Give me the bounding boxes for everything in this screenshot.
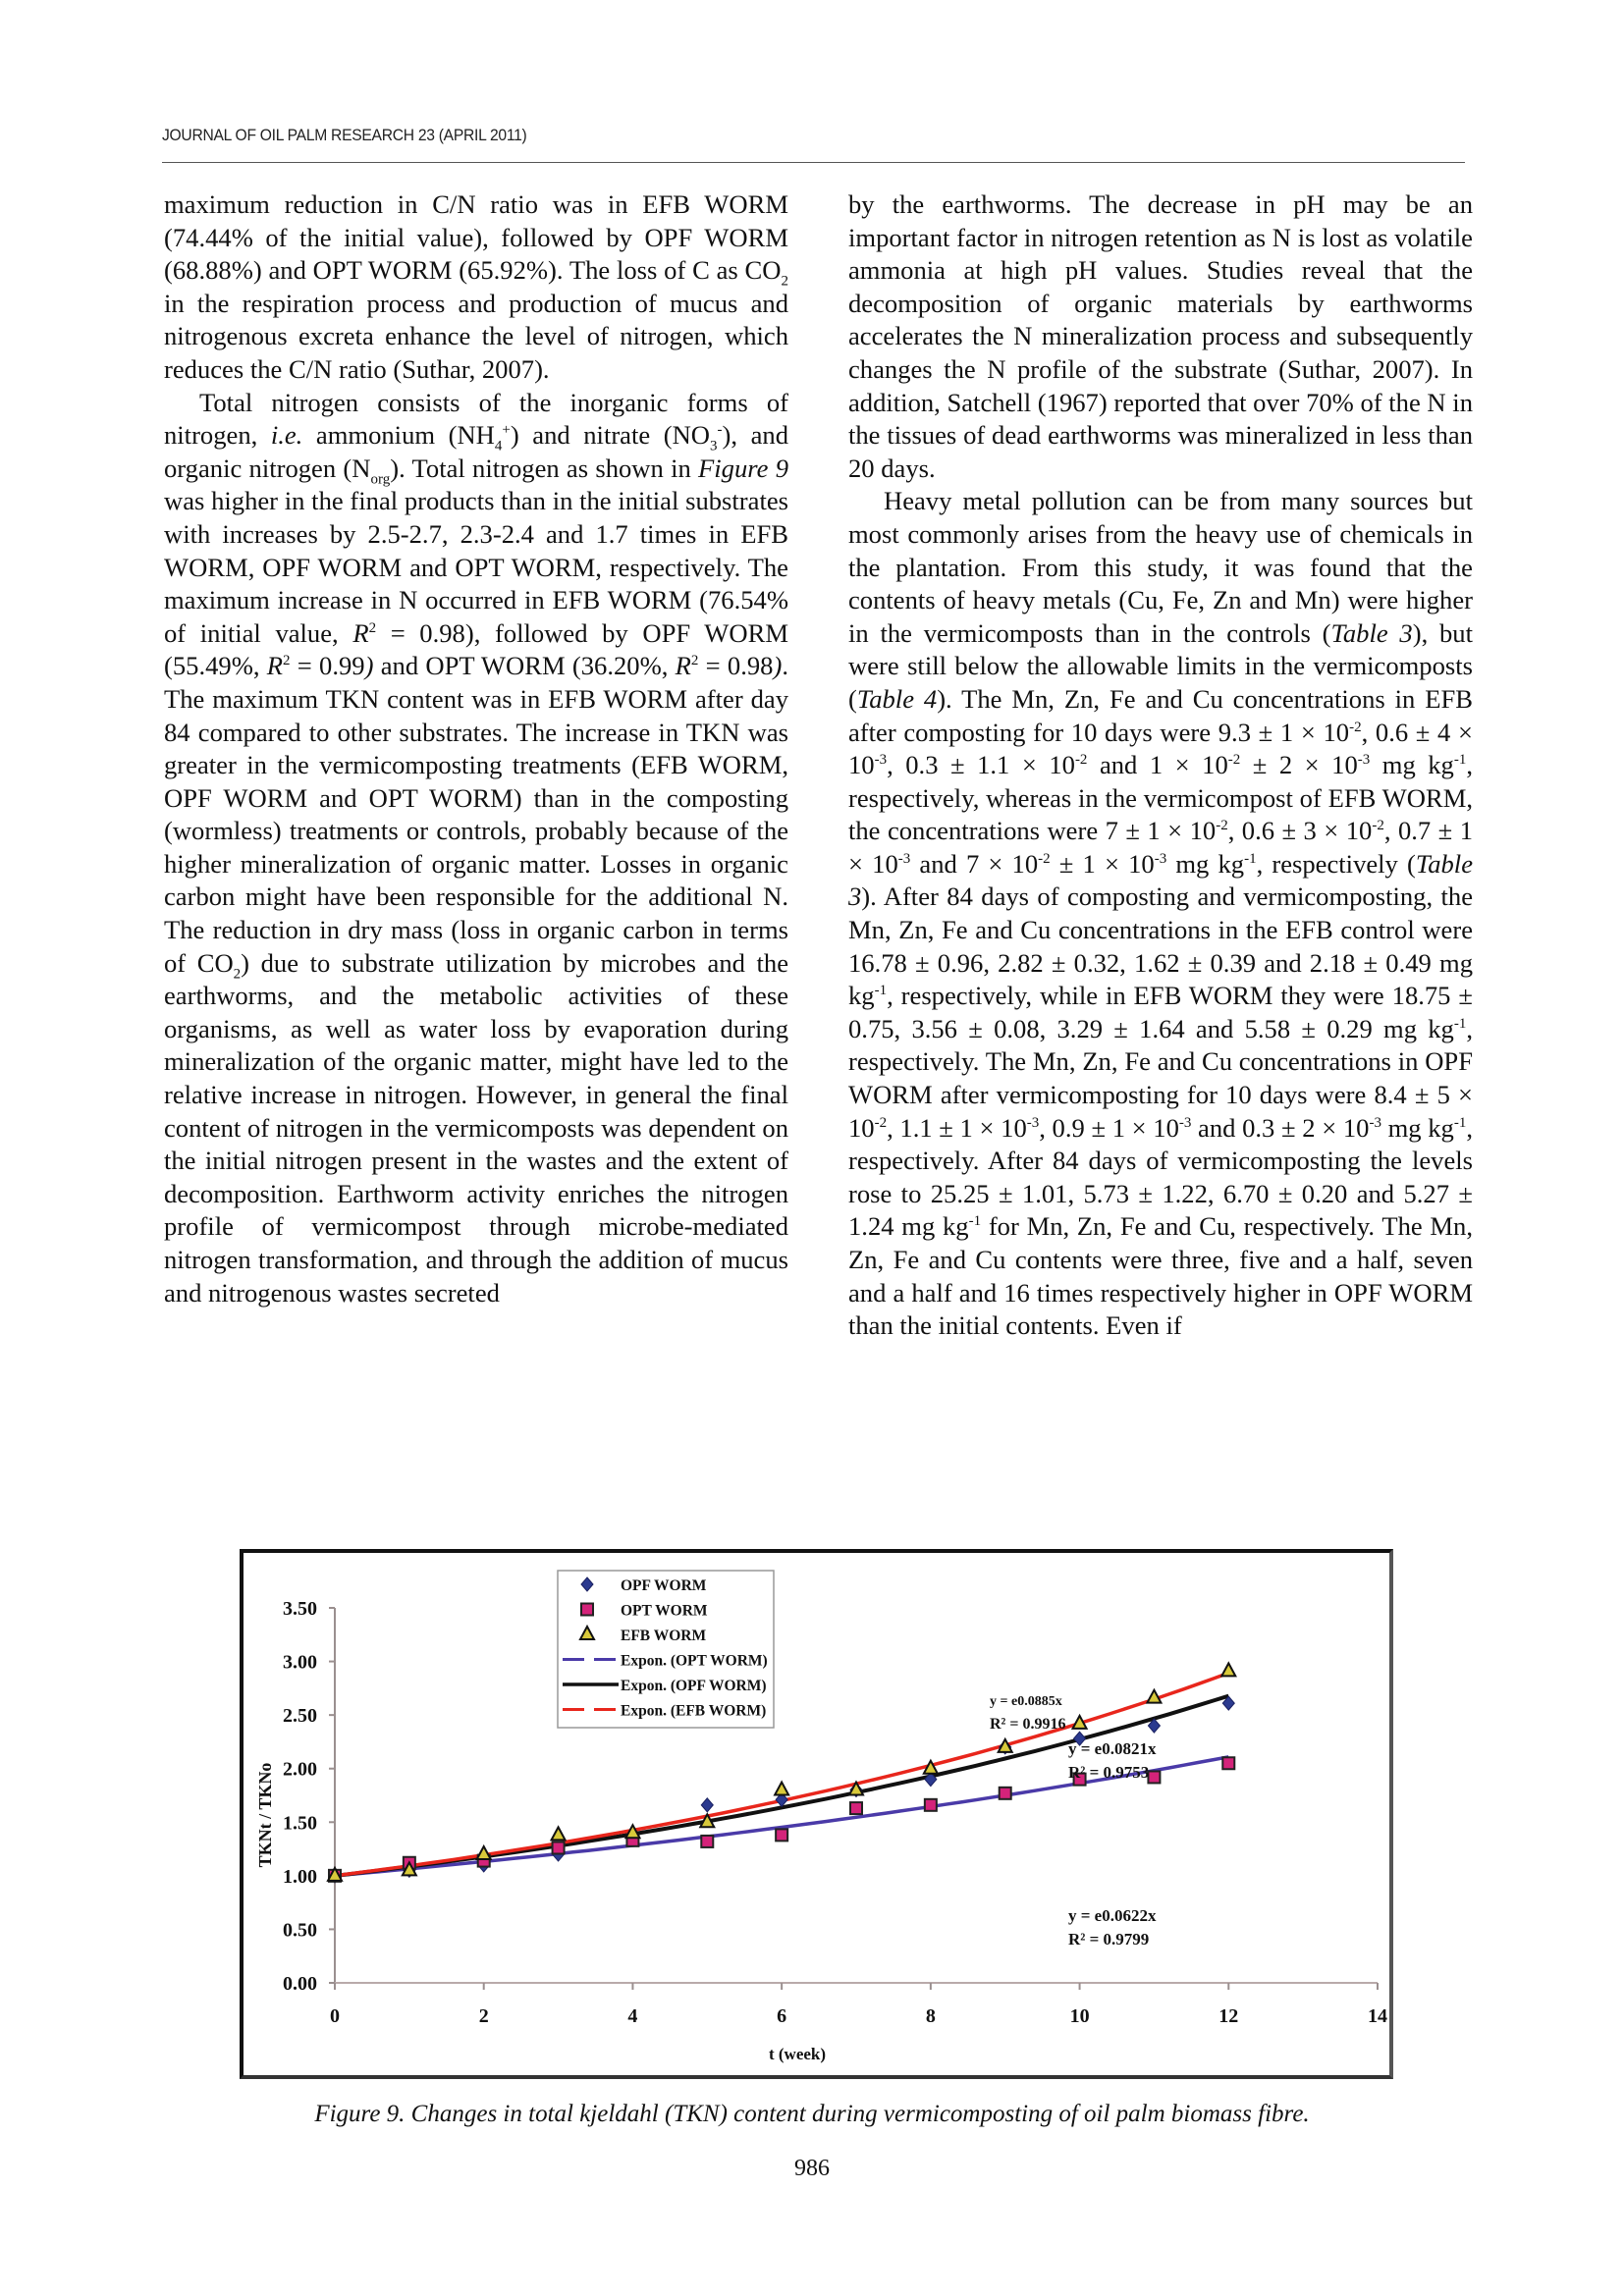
header-rule [162,162,1465,163]
legend-label: EFB WORM [621,1628,707,1644]
data-point-opt-worm [1222,1757,1234,1769]
legend-label: Expon. (OPF WORM) [621,1678,767,1694]
x-tick-label: 8 [925,2005,936,2027]
figure-9-chart [240,1549,1393,2079]
figure-caption: Figure 9. Changes in total kjeldahl (TKN) content during vermicomposting of oil palm biomass fibre. [314,2101,1310,2127]
y-tick-label: 0.00 [283,1973,317,1995]
paragraph: Total nitrogen consists of the inorganic forms of nitrogen, i.e. ammonium $(NH_4^+)$ and nitrate $(NO_3^-)$, and organic nitrogen $(N_{org})$. Total nitrogen as shown in Figure 9 was higher in the final products than in the initial substrates with increases by 2.5-2.7, 2.3-2.4 and 1.7 times in EFB WORM, OPF WORM and OPT WORM, respectively. The maximum increase in N occurred in EFB WORM (76.54% of initial value, $R^2 = 0.98$), followed by OPF WORM (55.49%, $R^2 = 0.99$) and OPT WORM (36.20%, $R^2 = 0.98$). The maximum TKN content was in EFB WORM after day 84 compared to other substrates. The increase in TKN was greater in the vermicomposting treatments (EFB WORM, OPF WORM and OPT WORM) than in the composting (wormless) treatments or controls, probably because of the higher mineralization of organic matter. Losses in organic carbon might have been responsible for the additional N. The reduction in dry mass (loss in organic carbon in terms of $CO_2$) due to substrate utilization by microbes and the earthworms, and the metabolic activities of these organisms, as well as water loss by evaporation during mineralization of the organic matter, might have led to the relative increase in nitrogen. However, in general the final content of nitrogen in the vermicomposts was dependent on the initial nitrogen present in the wastes and the extent of decomposition. Earthworm activity enriches the nitrogen profile of vermicompost through microbe-mediated nitrogen transformation, and through the addition of mucus and nitrogenous wastes secreted [164,387,788,1308]
data-point-opt-worm [701,1836,713,1847]
y-tick-label: 2.00 [283,1758,317,1781]
paragraph: Heavy metal pollution can be from many sources but most commonly arises from the heavy use of chemicals in the plantation. From this study, it was found that the contents of heavy metals (Cu, Fe, Zn and Mn) were higher in the vermicomposts than in the controls (Table 3), but were still below the allowable limits in the vermicomposts (Table 4). The Mn, Zn, Fe and Cu concentrations in EFB after composting for 10 days were $9.3 \pm 1 \times 10^{-2}$, $0.6 \pm 4 \times 10^{-3}$, $0.3 \pm 1.1 \times 10^{-2}$ and $1 \times 10^{-2} \pm 2 \times 10^{-3}$ mg $kg^{-1}$, respectively, whereas in the vermicompost of EFB WORM, the concentrations were $7 \pm 1 \times 10^{-2}$, $0.6 \pm 3 \times 10^{-2}$, $0.7 \pm 1 \times 10^{-3}$ and $7 \times 10^{-2} \pm 1 \times 10^{-3}$ mg $kg^{-1}$, respectively (Table 3). After 84 days of composting and vermicomposting, the Mn, Zn, Fe and Cu concentrations in the EFB control were 16.78 ± 0.96, 2.82 ± 0.32, 1.62 ± 0.39 and 2.18 ± 0.49 mg $kg^{-1}$, respectively, while in EFB WORM they were 18.75 ± 0.75, 3.56 ± 0.08, 3.29 ± 1.64 and 5.58 ± 0.29 mg $kg^{-1}$, respectively. The Mn, Zn, Fe and Cu concentrations in OPF WORM after vermicomposting for 10 days were $8.4 \pm 5 \times 10^{-2}$, $1.1 \pm 1 \times 10^{-3}$, $0.9 \pm 1 \times 10^{-3}$ and $0.3 \pm 2 \times 10^{-3}$ mg $kg^{-1}$, respectively. After 84 days of vermicomposting the levels rose to 25.25 ± 1.01, 5.73 ± 1.22, 6.70 ± 0.20 and 5.27 ± 1.24 mg $kg^{-1}$ for Mn, Zn, Fe and Cu, respectively. The Mn, Zn, Fe and Cu contents were three, five and a half, seven and a half and 16 times respectively higher in OPF WORM than the initial contents. Even if [848,486,1474,1341]
r-squared-label: R² = 0.9799 [1068,1930,1150,1949]
data-point-opf-worm [701,1798,713,1812]
paragraph: by the earthworms. The decrease in pH may be an important factor in nitrogen retention as N is lost as volatile ammonia at high pH values. Studies reveal that the decomposition of organic materials by earthworms accelerates the N mineralization process and subsequently changes the N profile of the substrate (Suthar, 2007). In addition, Satchell (1967) reported that over 70% of the N in the tissues of dead earthworms was mineralized in less than 20 days. [848,189,1473,483]
legend-label: OPF WORM [621,1577,707,1594]
paragraph: maximum reduction in C/N ratio was in EFB WORM (74.44% of the initial value), followed by OPF WORM (68.88%) and OPT WORM (65.92%). The loss of C as $CO_2$ in the respiration process and production of mucus and nitrogenous excreta enhance the level of nitrogen, which reduces the C/N ratio (Suthar, 2007). [164,189,788,384]
equation-label: y = e0.0622x [1068,1906,1157,1925]
data-point-opt-worm [1000,1788,1011,1799]
x-tick-label: 10 [1069,2005,1090,2027]
trendline-equation [990,1694,1065,1733]
equation-label: y = e0.0821x [1068,1739,1157,1758]
left-column [164,188,788,1309]
legend-label: Expon. (EFB WORM) [621,1702,767,1720]
data-point-efb-worm [1221,1663,1235,1676]
running-header: JOURNAL OF OIL PALM RESEARCH 23 (APRIL 2011) [162,126,527,144]
data-point-opt-worm [1148,1771,1160,1783]
y-tick-label: 2.50 [283,1705,317,1728]
y-tick-label: 1.50 [283,1812,317,1835]
legend-label: Expon. (OPT WORM) [621,1652,768,1670]
equation-label: y = e0.0885x [990,1694,1062,1709]
chart-svg [244,1553,1389,2075]
x-tick-label: 6 [777,2005,787,2027]
data-point-opt-worm [776,1829,787,1841]
legend-marker-opt-worm [581,1604,593,1616]
legend-label: OPT WORM [621,1602,708,1620]
data-point-efb-worm [775,1783,788,1795]
data-point-opt-worm [925,1799,937,1811]
x-tick-label: 0 [330,2005,340,2027]
data-point-opt-worm [553,1842,565,1853]
x-tick-label: 14 [1368,2005,1387,2027]
page-number: 986 [794,2156,830,2181]
trendline-equation [1068,1906,1157,1949]
y-tick-label: 3.00 [283,1651,317,1674]
x-tick-label: 4 [627,2005,638,2027]
x-tick-label: 2 [478,2005,489,2027]
y-tick-label: 3.50 [283,1598,317,1620]
trendline-equation [1068,1739,1157,1782]
y-tick-label: 1.00 [283,1865,317,1888]
r-squared-label: R² = 0.9916 [990,1716,1066,1733]
y-axis-title: TKNt / TKNo [255,1762,275,1868]
data-point-opt-worm [850,1802,862,1814]
y-tick-label: 0.50 [283,1919,317,1942]
x-axis-title: t (week) [768,2045,827,2063]
x-tick-label: 12 [1218,2005,1239,2027]
data-point-efb-worm [552,1827,566,1840]
right-column [848,188,1473,1343]
r-squared-label: R² = 0.9753 [1068,1763,1150,1782]
